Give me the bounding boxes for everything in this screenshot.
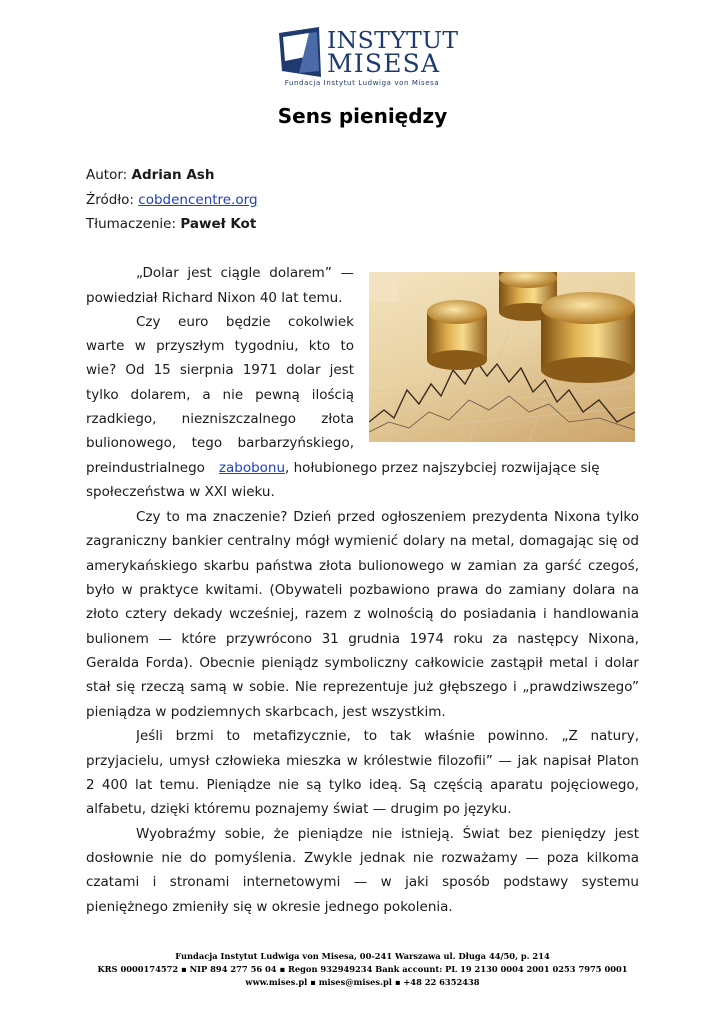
- paragraph-line: Wyobraźmy sobie, że pieniądze nie istnieją. Świat bez pieniędzy jest: [136, 826, 639, 842]
- author-label: Autor:: [86, 167, 128, 183]
- paragraph-line: Czy to ma znaczenie? Dzień przed ogłoszeniem prezydenta Nixona tylko: [136, 509, 639, 525]
- paragraph-line: czatami i stronami internetowymi — w jaki sposób podstawy systemu: [86, 874, 639, 890]
- paragraph-line: stał się rzeczą samą w sobie. Nie reprezentuje już głębszego i „prawdziwszego”: [86, 679, 639, 695]
- footer-address: Fundacja Instytut Ludwiga von Misesa, 00-241 Warszawa ul. Długa 44/50, p. 214: [175, 951, 550, 961]
- paragraph-line: warte w przyszłym tygodniu, kto to: [86, 338, 354, 354]
- logo-mark-icon: [279, 27, 324, 79]
- logo-line1: INSTYTUT: [327, 26, 459, 54]
- translation-line: [86, 212, 256, 236]
- translation-label: Tłumaczenie:: [86, 216, 177, 232]
- paragraph-line: rzadkiego, niezniszczalnego złota: [86, 411, 354, 427]
- text-segment: , hołubionego przez najszybciej rozwijające się: [285, 460, 600, 476]
- paragraph-line: powiedział Richard Nixon 40 lat temu.: [86, 290, 343, 306]
- logo-line2: MISESA: [327, 49, 441, 78]
- paragraph-line: pieniądza w podziemnych skarbcach, jest wszystkim.: [86, 704, 446, 720]
- source-link[interactable]: cobdencentre.org: [138, 192, 258, 208]
- paragraph-line: „Dolar jest ciągle dolarem” —: [136, 265, 354, 281]
- paragraph-line: amerykańskiego skarbu państwa złota bulionowego w zamian za garść czegoś,: [86, 558, 639, 574]
- paragraph-line: było w praktyce kwitami. (Obywateli pozbawiono prawa do zamiany dolara na: [86, 582, 639, 598]
- article-title: Sens pieniędzy: [277, 104, 448, 128]
- paragraph-line: bulionem — które przywrócono 31 grudnia 1974 roku za następcy Nixona,: [86, 631, 639, 647]
- paragraph-line: alfabetu, dzięki któremu poznajemy świat — drugim po języku.: [86, 801, 512, 817]
- paragraph-line: pieniężnego zmieniły się w okresie jednego pokolenia.: [86, 899, 453, 915]
- paragraph-line: Czy euro będzie cokolwiek: [136, 314, 354, 330]
- paragraph-line: społeczeństwa w XXI wieku.: [86, 484, 275, 500]
- footer-registration: KRS 0000174572 ▪ NIP 894 277 56 04 ▪ Regon 932949234 Bank account: PL 19 2130 0004 2001 0253 7975 0001: [97, 964, 628, 974]
- coins-image-icon: [369, 272, 635, 442]
- paragraph-line: Jeśli brzmi to metafizycznie, to tak właśnie powinno. „Z natury,: [136, 728, 639, 744]
- logo-subtitle: Fundacja Instytut Ludwiga von Misesa: [284, 79, 440, 87]
- footer-contact: www.mises.pl ▪ mises@mises.pl ▪ +48 22 6352438: [245, 977, 480, 987]
- zabobonu-link[interactable]: zabobonu: [218, 460, 286, 476]
- source-label: Źródło:: [86, 192, 134, 208]
- author-name: Adrian Ash: [131, 167, 215, 183]
- paragraph-line: bulionowego, tego barbarzyńskiego,: [86, 435, 354, 451]
- paragraph-line: 2 400 lat temu. Pieniądze nie są tylko ideą. Są częścią aparatu pojęciowego,: [86, 777, 639, 793]
- paragraph-line: [86, 456, 639, 480]
- translator-name: Paweł Kot: [180, 216, 257, 232]
- institute-logo: [276, 25, 459, 89]
- paragraph-line: wie? Od 15 sierpnia 1971 dolar jest: [86, 362, 354, 378]
- paragraph-line: zagraniczny bankier centralny mógł wymienić dolary na metal, domagając się od: [86, 533, 639, 549]
- paragraph-line: złoto cztery dekady wcześniej, razem z wolnością do posiadania i handlowania: [86, 606, 639, 622]
- paragraph-line: tylko dolarem, a nie pewną ilością: [86, 387, 354, 403]
- text-segment-group: [205, 456, 639, 480]
- text-segment: preindustrialnego: [86, 460, 205, 476]
- paragraph-line: przyjacielu, umysł człowieka mieszka w królestwie filozofii” — jak napisał Platon: [86, 753, 639, 769]
- paragraph-line: dosłownie nie do pomyślenia. Zwykle jednak nie rozważamy — poza kilkoma: [86, 850, 639, 866]
- author-line: [86, 163, 214, 187]
- paragraph-line: Geralda Forda). Obecnie pieniądz symboliczny całkowicie zastąpił metal i dolar: [86, 655, 639, 671]
- coins-chart-photo: [369, 272, 635, 442]
- source-line: [86, 188, 258, 212]
